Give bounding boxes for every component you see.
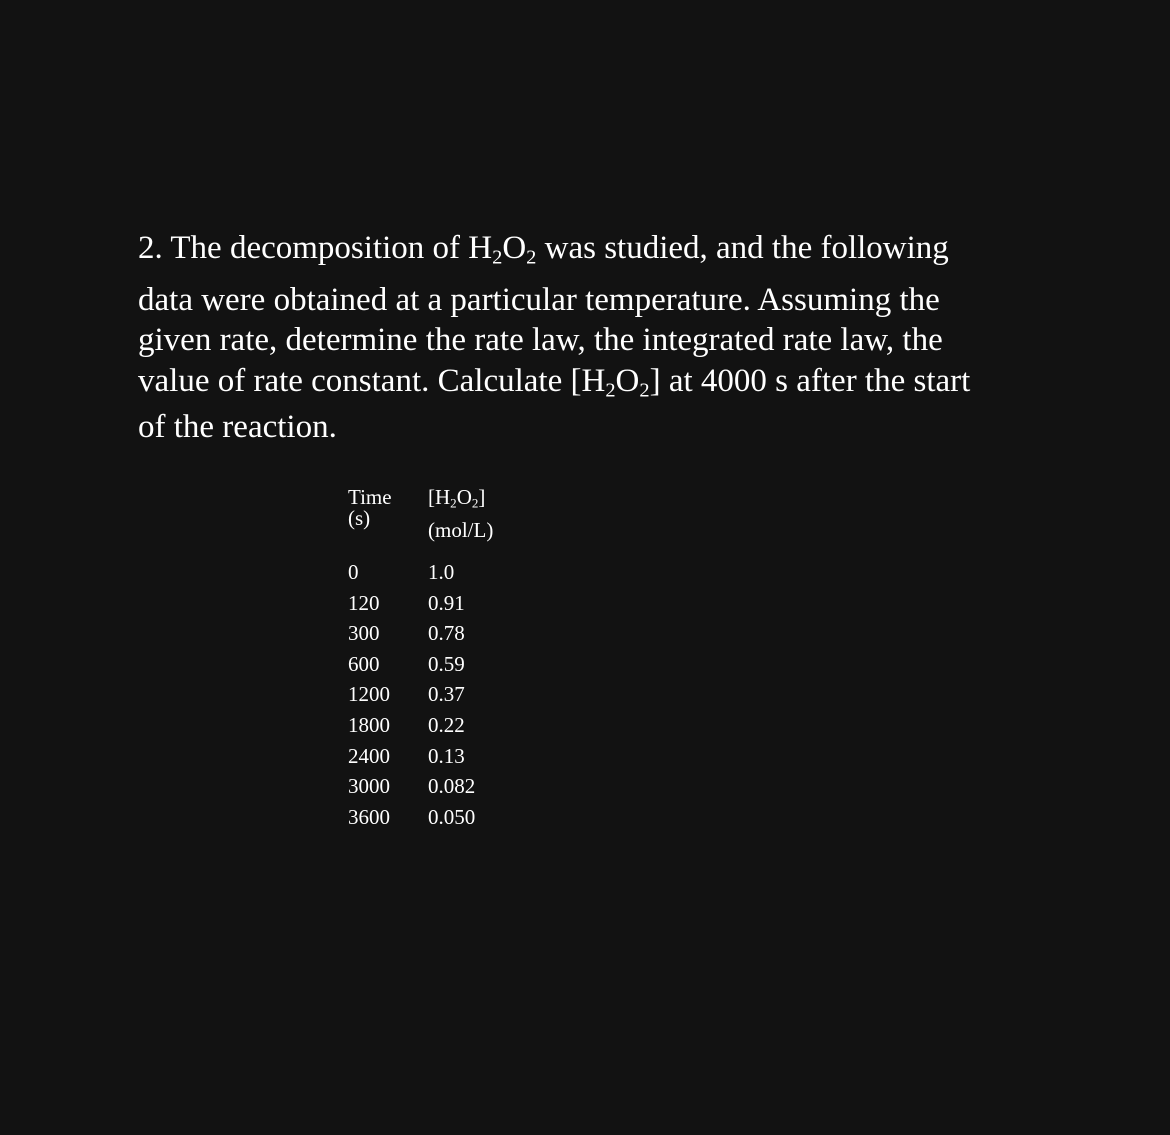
subscript: 2 <box>450 495 457 511</box>
header-text: O <box>456 485 472 509</box>
cell-time: 3000 <box>348 774 390 799</box>
subscript: 2 <box>605 379 616 402</box>
problem-text: 2. The decomposition of H <box>138 230 493 266</box>
cell-time: 1200 <box>348 682 390 707</box>
cell-time: 1800 <box>348 712 390 737</box>
problem-line-4 <box>138 363 971 402</box>
cell-concentration: 0.91 <box>428 590 465 615</box>
cell-time: 300 <box>348 621 380 646</box>
subscript: 2 <box>471 495 479 511</box>
cell-concentration: 0.78 <box>428 621 465 646</box>
cell-concentration: 0.22 <box>428 712 465 737</box>
cell-time: 120 <box>348 590 380 615</box>
cell-concentration: 1.0 <box>428 560 455 584</box>
cell-concentration: 0.050 <box>428 804 476 829</box>
problem-line-2: data were obtained at a particular temperature. Assuming the <box>138 282 940 318</box>
cell-time: 600 <box>348 651 380 676</box>
cell-concentration: 0.37 <box>428 682 465 707</box>
cell-time: 2400 <box>348 743 390 768</box>
cell-concentration: 0.13 <box>428 743 465 768</box>
problem-line-3: given rate, determine the rate law, the integrated rate law, the <box>138 322 943 358</box>
problem-text: ] at 4000 s after the start <box>649 363 971 399</box>
cell-concentration: 0.082 <box>428 774 476 799</box>
cell-time: 3600 <box>348 804 390 829</box>
cell-concentration: 0.59 <box>428 651 465 676</box>
header-concentration <box>428 485 486 511</box>
problem-text: O <box>615 363 640 399</box>
problem-text: was studied, and the following <box>536 230 949 266</box>
subscript: 2 <box>492 246 503 269</box>
problem-line-5: of the reaction. <box>138 409 337 445</box>
header-time: Time (s) <box>348 485 392 530</box>
header-unit: (mol/L) <box>428 518 494 542</box>
problem-line-1 <box>138 230 949 269</box>
subscript: 2 <box>639 379 650 402</box>
problem-text: value of rate constant. Calculate [H <box>138 363 606 399</box>
problem-text: O <box>502 230 527 266</box>
header-text: ] <box>478 485 486 509</box>
header-text: [H <box>428 485 451 509</box>
cell-time: 0 <box>348 560 359 584</box>
subscript: 2 <box>526 246 537 269</box>
